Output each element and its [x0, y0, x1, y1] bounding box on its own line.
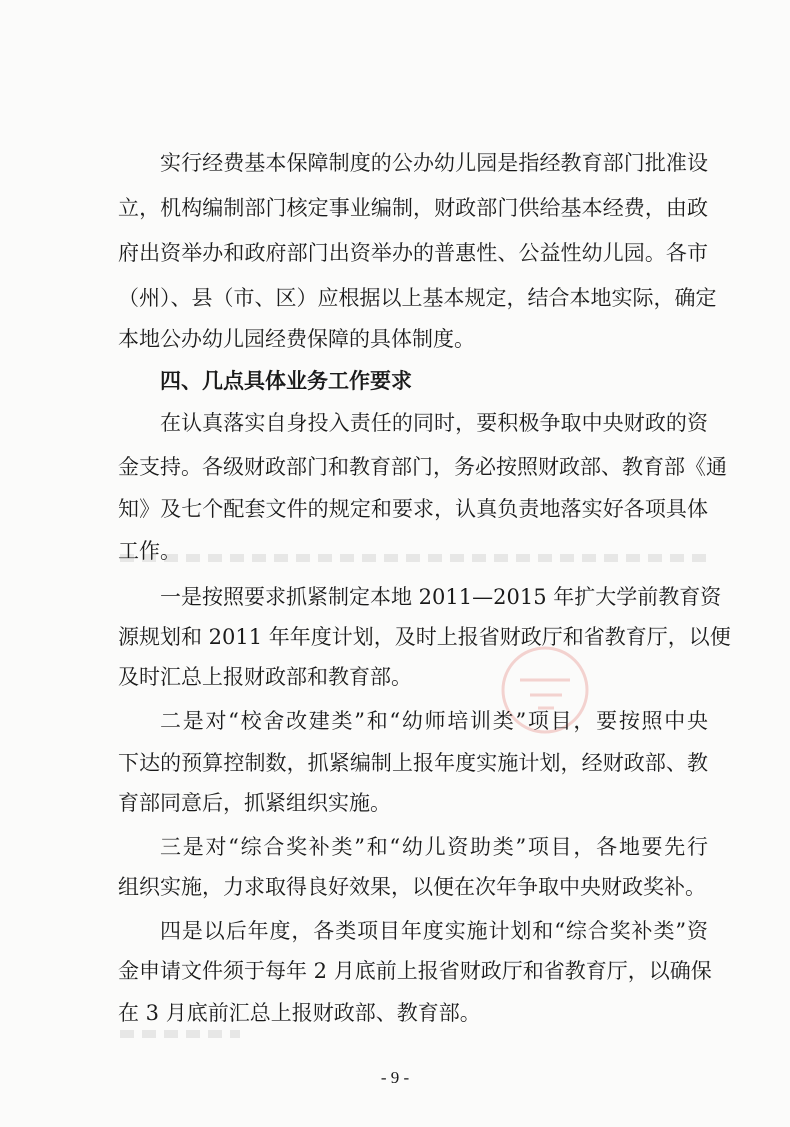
- paragraph-2-line-3: 知》及七个配套文件的规定和要求，认真负责地落实好各项具体: [118, 497, 708, 521]
- paragraph-1-line-5: 本地公办幼儿园经费保障的具体制度。: [118, 327, 475, 351]
- paragraph-1-line-4: （州）、县（市、区）应根据以上基本规定，结合本地实际，确定: [118, 286, 717, 310]
- paragraph-5-line-2: 组织实施，力求取得良好效果，以便在次年争取中央财政奖补。: [118, 875, 706, 899]
- show-through-marks: [120, 554, 710, 562]
- paragraph-6-line-1: 四是以后年度，各类项目年度实施计划和“综合奖补类”资: [160, 919, 708, 943]
- paragraph-1-line-2: 立，机构编制部门核定事业编制，财政部门供给基本经费，由政: [118, 196, 708, 220]
- paragraph-4-line-1: 二是对“校舍改建类”和“幼师培训类”项目，要按照中央: [160, 709, 708, 733]
- paragraph-6-line-3: 在 3 月底前汇总上报财政部、教育部。: [118, 1001, 481, 1025]
- paragraph-2-line-4: 工作。: [118, 539, 181, 563]
- paragraph-2-line-2: 金支持。各级财政部门和教育部门，务必按照财政部、教育部《通: [118, 455, 727, 479]
- paragraph-4-line-2: 下达的预算控制数，抓紧编制上报年度实施计划，经财政部、教: [118, 751, 708, 775]
- page-number: - 9 -: [380, 1068, 410, 1087]
- paragraph-4-line-3: 育部同意后，抓紧组织实施。: [118, 791, 391, 815]
- show-through-marks-bottom: [120, 1030, 240, 1038]
- paragraph-1-line-3: 府出资举办和政府部门出资举办的普惠性、公益性幼儿园。各市: [118, 241, 708, 265]
- paragraph-5-line-1: 三是对“综合奖补类”和“幼儿资助类”项目，各地要先行: [160, 835, 708, 859]
- paragraph-2-line-1: 在认真落实自身投入责任的同时，要积极争取中央财政的资: [160, 411, 708, 435]
- paragraph-1-line-1: 实行经费基本保障制度的公办幼儿园是指经教育部门批准设: [160, 151, 708, 175]
- paragraph-3-line-3: 及时汇总上报财政部和教育部。: [118, 665, 412, 689]
- section-heading: 四、几点具体业务工作要求: [160, 369, 412, 393]
- paragraph-3-line-2: 源规划和 2011 年年度计划，及时上报省财政厅和省教育厅，以便: [118, 625, 731, 649]
- paragraph-3-line-1: 一是按照要求抓紧制定本地 2011—2015 年扩大学前教育资: [160, 585, 722, 609]
- paragraph-6-line-2: 金申请文件须于每年 2 月底前上报省财政厅和省教育厅，以确保: [118, 959, 712, 983]
